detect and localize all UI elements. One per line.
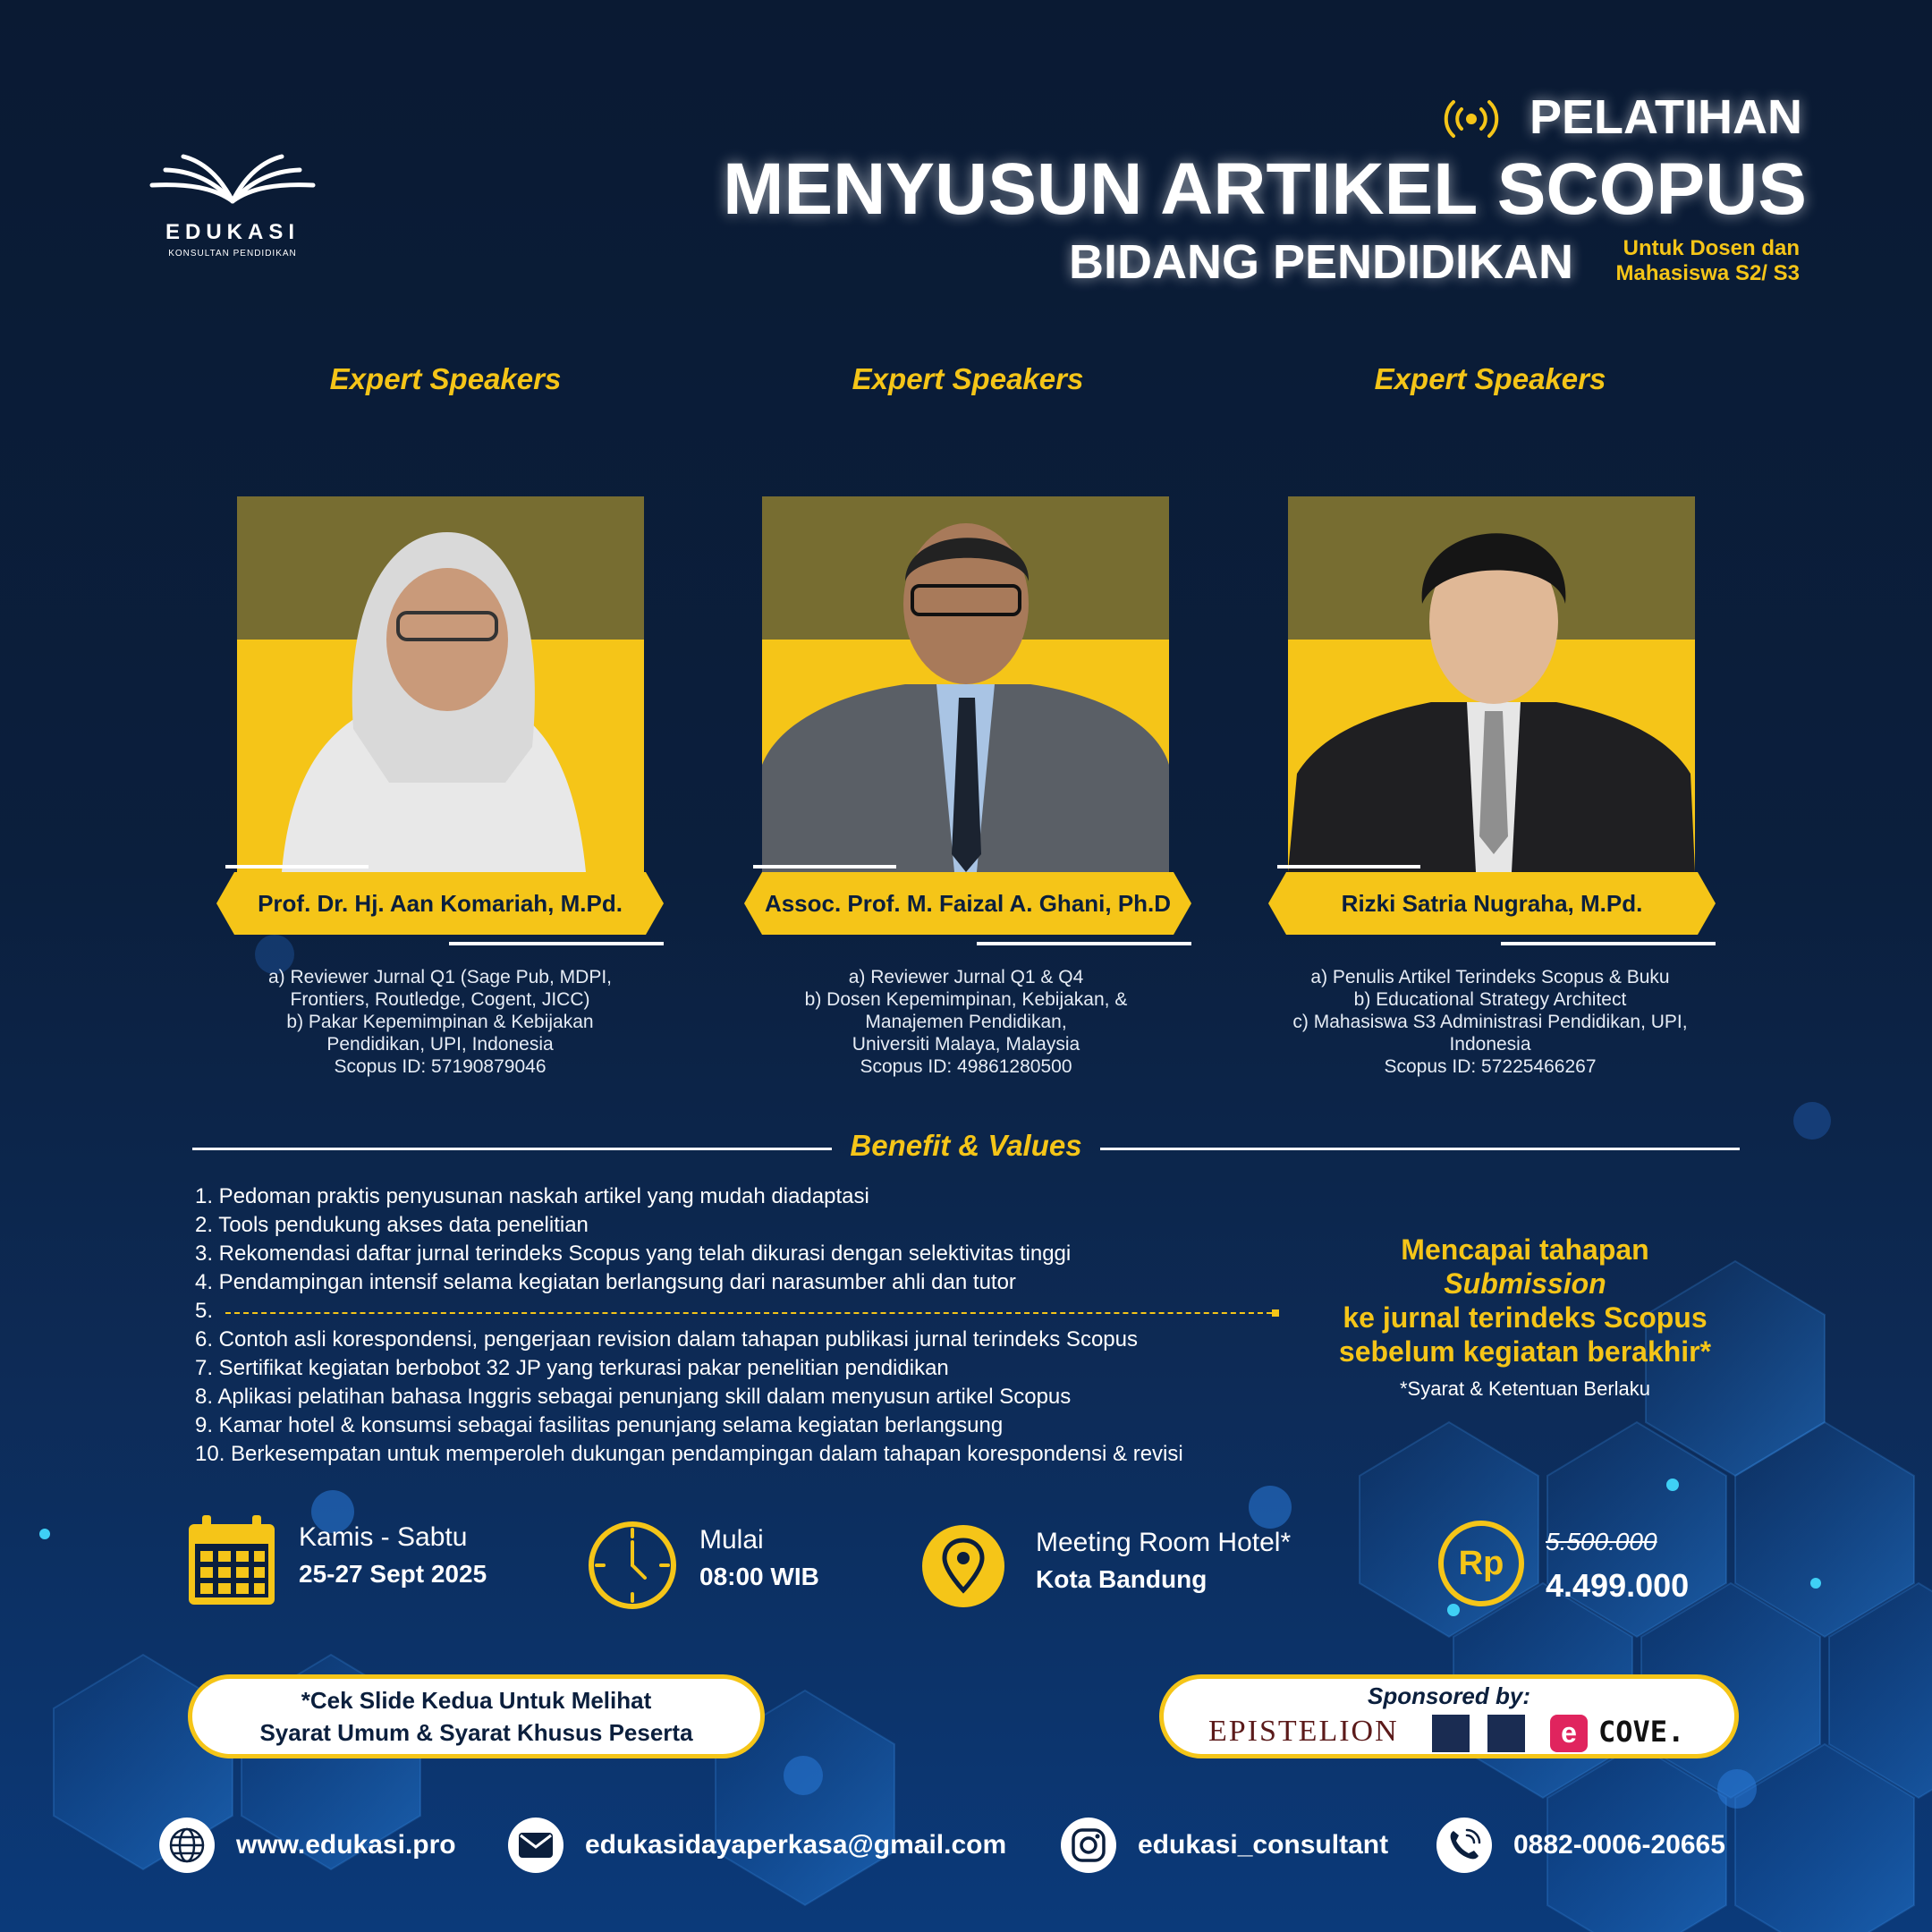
desc-line: a) Penulis Artikel Terindeks Scopus & Buku <box>1310 967 1670 987</box>
list-item: 4. Pendampingan intensif selama kegiatan berlangsung dari narasumber ahli dan tutor <box>195 1270 1016 1294</box>
broadcast-icon <box>1442 97 1501 146</box>
brand-tagline: KONSULTAN PENDIDIKAN <box>168 249 297 258</box>
location-pin-icon <box>921 1524 1005 1613</box>
divider <box>192 1148 832 1150</box>
brand-logo <box>143 148 322 258</box>
start-time: 08:00 WIB <box>699 1563 819 1590</box>
list-item: 1. Pedoman praktis penyusunan naskah artikel yang mudah diadaptasi <box>195 1184 869 1208</box>
brand-name: EDUKASI <box>165 220 300 244</box>
contact-website[interactable] <box>159 1818 456 1873</box>
sponsor-badge-icon <box>1432 1715 1470 1752</box>
website-link[interactable]: www.edukasi.pro <box>236 1830 456 1860</box>
calendar-icon <box>186 1513 277 1612</box>
highlight-line: ke jurnal terindeks Scopus <box>1343 1301 1707 1334</box>
sponsor-label: Sponsored by: <box>1367 1682 1530 1709</box>
line-end-dot <box>1272 1309 1279 1317</box>
list-item: 10. Berkesempatan untuk memperoleh dukungan pendampingan dalam tahapan korespondensi & revisi <box>195 1442 1183 1466</box>
highlight-line: Submission <box>1444 1267 1606 1300</box>
event-date-range: 25-27 Sept 2025 <box>299 1560 487 1588</box>
list-item: 6. Contoh asli korespondensi, pengerjaan revision dalam tahapan publikasi jurnal terindeks Scopus <box>195 1327 1138 1352</box>
terms-note: *Syarat & Ketentuan Berlaku <box>1399 1377 1651 1400</box>
venue-city: Kota Bandung <box>1036 1565 1208 1593</box>
desc-line: Indonesia <box>1449 1034 1531 1055</box>
highlight-line: Mencapai tahapan <box>1401 1233 1649 1266</box>
speaker-photo <box>1288 496 1695 872</box>
instagram-handle[interactable]: edukasi_consultant <box>1138 1830 1389 1860</box>
sponsor-logo-cove: COVE. <box>1598 1715 1685 1749</box>
event-title: MENYUSUN ARTIKEL SCOPUS <box>723 148 1807 230</box>
event-time <box>699 1525 819 1591</box>
open-book-icon <box>143 148 322 210</box>
desc-line: Frontiers, Routledge, Cogent, JICC) <box>290 989 590 1010</box>
desc-line: Manajemen Pendidikan, <box>865 1012 1067 1032</box>
desc-line: Scopus ID: 49861280500 <box>860 1056 1072 1077</box>
desc-line: b) Dosen Kepemimpinan, Kebijakan, & <box>804 989 1128 1010</box>
decor-dot <box>1793 1102 1831 1140</box>
decor-line <box>225 865 369 869</box>
benefits-title: Benefit & Values <box>850 1129 1082 1162</box>
venue-name: Meeting Room Hotel* <box>1036 1528 1292 1557</box>
decor-line <box>1501 942 1716 945</box>
list-item: 2. Tools pendukung akses data penelitian <box>195 1213 589 1237</box>
desc-line: Pendidikan, UPI, Indonesia <box>326 1034 554 1055</box>
event-days: Kamis - Sabtu <box>299 1522 468 1552</box>
list-item: 7. Sertifikat kegiatan berbobot 32 JP yang terkurasi pakar penelitian pendidikan <box>195 1356 949 1380</box>
desc-line: Scopus ID: 57190879046 <box>334 1056 547 1077</box>
decor-line <box>753 865 896 869</box>
speaker-description <box>733 966 1199 1078</box>
speaker-description <box>1258 966 1723 1078</box>
sponsor-logo-epistelion: EPISTELION <box>1208 1715 1399 1748</box>
event-subtitle: BIDANG PENDIDIKAN <box>1069 235 1574 289</box>
email-link[interactable]: edukasidayaperkasa@gmail.com <box>585 1830 1007 1860</box>
time-label: Mulai <box>699 1525 764 1555</box>
desc-line: c) Mahasiswa S3 Administrasi Pendidikan, UPI, <box>1292 1012 1688 1032</box>
list-item-number: 5. <box>195 1299 214 1323</box>
contact-phone[interactable] <box>1436 1818 1725 1873</box>
desc-line: Universiti Malaya, Malaysia <box>852 1034 1080 1055</box>
mail-icon <box>508 1818 564 1873</box>
speaker-name-plate <box>744 872 1191 935</box>
desc-line: b) Educational Strategy Architect <box>1353 989 1627 1010</box>
benefits-list <box>195 1182 1279 1469</box>
decor-line <box>977 942 1191 945</box>
sponsor-badge-icon <box>1487 1715 1525 1752</box>
speaker-photo <box>762 496 1169 872</box>
note-line: *Cek Slide Kedua Untuk Melihat <box>301 1687 652 1714</box>
price-original: 5.500.000 <box>1546 1528 1657 1555</box>
decor-line <box>449 942 664 945</box>
speaker-name: Rizki Satria Nugraha, M.Pd. <box>1341 889 1643 917</box>
decor-line <box>1277 865 1420 869</box>
price-discount: 4.499.000 <box>1546 1567 1690 1604</box>
speaker-name: Prof. Dr. Hj. Aan Komariah, M.Pd. <box>258 889 623 917</box>
list-item: 9. Kamar hotel & konsumsi sebagai fasilitas penunjang selama kegiatan berlangsung <box>195 1413 1004 1437</box>
globe-icon <box>159 1818 215 1873</box>
speaker-name: Assoc. Prof. M. Faizal A. Ghani, Ph.D <box>764 889 1172 917</box>
currency-symbol: Rp <box>1458 1544 1504 1582</box>
desc-line: Scopus ID: 57225466267 <box>1384 1056 1597 1077</box>
event-audience <box>1616 236 1800 286</box>
speaker-label: Expert Speakers <box>329 362 562 395</box>
dashed-line <box>225 1312 1272 1314</box>
list-item: 8. Aplikasi pelatihan bahasa Inggris sebagai penunjang skill dalam menyusun artikel Scopus <box>195 1385 1072 1409</box>
speaker-label: Expert Speakers <box>1374 362 1606 395</box>
audience-line: Mahasiswa S2/ S3 <box>1615 261 1800 285</box>
audience-line: Untuk Dosen dan <box>1623 236 1800 260</box>
list-item: 3. Rekomendasi daftar jurnal terindeks Scopus yang telah dikurasi dengan selektivitas tinggi <box>195 1241 1072 1266</box>
speaker-description <box>208 966 673 1078</box>
instagram-icon <box>1061 1818 1116 1873</box>
speaker-name-plate <box>1268 872 1716 935</box>
phone-number[interactable]: 0882-0006-20665 <box>1513 1830 1725 1860</box>
phone-icon <box>1436 1818 1492 1873</box>
clock-icon <box>588 1521 677 1614</box>
slide-note <box>188 1674 765 1758</box>
speaker-name-plate <box>216 872 664 935</box>
sponsor-e-icon: e <box>1550 1715 1588 1752</box>
speaker-label: Expert Speakers <box>852 362 1084 395</box>
event-venue <box>1036 1528 1291 1594</box>
highlight-line: sebelum kegiatan berakhir* <box>1338 1335 1712 1368</box>
desc-line: a) Reviewer Jurnal Q1 (Sage Pub, MDPI, <box>268 967 612 987</box>
divider <box>1100 1148 1740 1150</box>
speaker-photo <box>237 496 644 872</box>
list-item <box>195 1297 1279 1326</box>
contact-email[interactable] <box>508 1818 1006 1873</box>
event-dates <box>299 1522 487 1589</box>
highlight-callout <box>1310 1233 1740 1368</box>
note-line: Syarat Umum & Syarat Khusus Peserta <box>259 1719 693 1746</box>
desc-line: b) Pakar Kepemimpinan & Kebijakan <box>286 1012 594 1032</box>
contact-instagram[interactable] <box>1061 1818 1388 1873</box>
desc-line: a) Reviewer Jurnal Q1 & Q4 <box>848 967 1084 987</box>
event-kicker: PELATIHAN <box>1530 90 1802 144</box>
sponsor-box <box>1159 1674 1739 1758</box>
rupiah-icon <box>1438 1521 1524 1606</box>
